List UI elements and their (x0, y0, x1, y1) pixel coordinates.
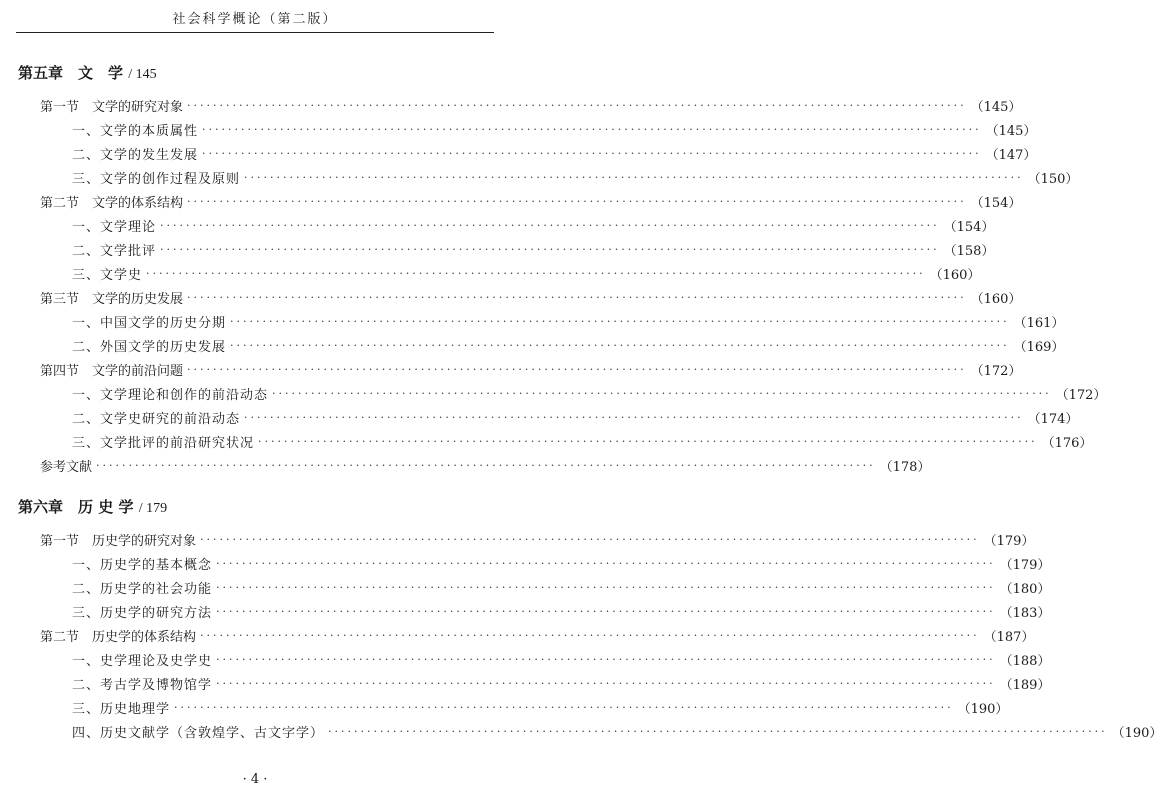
dot-leader: ························································································································ (230, 314, 1010, 328)
chapter-title: 第五章 文 学 (18, 64, 124, 82)
toc-entry-page: （176） (1041, 435, 1093, 451)
toc-entry[interactable] (0, 261, 981, 285)
toc-entry[interactable] (0, 551, 1051, 575)
toc-entry-page: （145） (985, 123, 1037, 139)
toc-entry-label: 二、外国文学的历史发展 (72, 339, 227, 355)
dot-leader: ························································································································ (202, 122, 982, 136)
dot-leader: ························································································································ (258, 434, 1038, 448)
toc-entry-page: （161） (1013, 315, 1065, 331)
toc-entry-page: （154） (943, 219, 995, 235)
toc-entry[interactable] (0, 647, 1051, 671)
toc-entry-page: （172） (970, 363, 1022, 379)
toc-entry-label: 一、文学理论 (72, 219, 157, 235)
toc-entry-page: （190） (957, 701, 1009, 717)
toc-entry[interactable] (0, 165, 1079, 189)
toc-entry-page: （179） (999, 557, 1051, 573)
running-header: 社会科学概论（第二版） (16, 10, 494, 33)
toc-entry-page: （174） (1027, 411, 1079, 427)
dot-leader: ························································································································ (230, 338, 1010, 352)
toc-entry[interactable] (0, 429, 1093, 453)
dot-leader: ························································································································ (216, 652, 996, 666)
toc-entry-label: 三、历史地理学 (72, 701, 171, 717)
toc-entry[interactable] (0, 285, 1022, 309)
toc-entry[interactable] (0, 189, 1022, 213)
toc-entry-label: 第二节 文学的体系结构 (40, 195, 184, 211)
toc-entry-page: （150） (1027, 171, 1079, 187)
toc-entry-label: 二、历史学的社会功能 (72, 581, 213, 597)
dot-leader: ························································································································ (187, 362, 967, 376)
toc-entry[interactable] (0, 141, 1037, 165)
dot-leader: ························································································································ (146, 266, 926, 280)
chapter-title: 第六章 历 史 学 (18, 498, 134, 516)
toc-entry-label: 第二节 历史学的体系结构 (40, 629, 197, 645)
dot-leader: ························································································································ (200, 628, 980, 642)
toc-entry-label: 二、考古学及博物馆学 (72, 677, 213, 693)
toc-entry[interactable] (0, 309, 1065, 333)
toc-entry-page: （179） (983, 533, 1035, 549)
dot-leader: ························································································································ (328, 724, 1108, 738)
toc-entry-page: （190） (1111, 725, 1162, 741)
toc-entry-label: 一、文学理论和创作的前沿动态 (72, 387, 269, 403)
toc-entry-label: 二、文学史研究的前沿动态 (72, 411, 241, 427)
dot-leader: ························································································································ (216, 580, 996, 594)
dot-leader: ························································································································ (187, 194, 967, 208)
toc-entry-label: 一、中国文学的历史分期 (72, 315, 227, 331)
chapter-page: / 145 (128, 67, 157, 82)
chapter-heading[interactable] (18, 496, 167, 517)
toc-entry-label: 四、历史文献学（含敦煌学、古文字学） (72, 725, 325, 741)
toc-entry-label: 第一节 历史学的研究对象 (40, 533, 197, 549)
toc-entry[interactable] (0, 671, 1051, 695)
chapter-page: / 179 (138, 501, 168, 516)
toc-entry-page: （178） (879, 459, 931, 475)
toc-entry[interactable] (0, 213, 995, 237)
toc-entry-page: （160） (970, 291, 1022, 307)
dot-leader: ························································································································ (244, 170, 1024, 184)
toc-entry-label: 三、文学的创作过程及原则 (72, 171, 241, 187)
toc-entry[interactable] (0, 599, 1051, 623)
toc-entry-label: 二、文学的发生发展 (72, 147, 199, 163)
dot-leader: ························································································································ (216, 604, 996, 618)
toc-entry-page: （158） (943, 243, 995, 259)
toc-entry[interactable] (0, 575, 1051, 599)
toc-entry-page: （145） (970, 99, 1022, 115)
dot-leader: ························································································································ (174, 700, 954, 714)
toc-entry-page: （187） (983, 629, 1035, 645)
dot-leader: ························································································································ (244, 410, 1024, 424)
toc-entry-label: 一、文学的本质属性 (72, 123, 199, 139)
toc-entry[interactable] (0, 117, 1037, 141)
dot-leader: ························································································································ (160, 218, 940, 232)
toc-entry-page: （154） (970, 195, 1022, 211)
toc-entry-label: 参考文献 (40, 459, 93, 475)
toc-entry[interactable] (0, 381, 1107, 405)
dot-leader: ························································································································ (200, 532, 980, 546)
toc-entry-page: （147） (985, 147, 1037, 163)
toc-entry-label: 三、文学批评的前沿研究状况 (72, 435, 255, 451)
page-number: · 4 · (242, 772, 268, 787)
toc-entry[interactable] (0, 623, 1035, 647)
toc-entry-label: 第四节 文学的前沿问题 (40, 363, 184, 379)
toc-entry-page: （188） (999, 653, 1051, 669)
toc-entry-label: 一、历史学的基本概念 (72, 557, 213, 573)
toc-entry-page: （169） (1013, 339, 1065, 355)
dot-leader: ························································································································ (216, 556, 996, 570)
toc-entry[interactable] (0, 527, 1035, 551)
dot-leader: ························································································································ (160, 242, 940, 256)
toc-entry-page: （180） (999, 581, 1051, 597)
toc-entry-page: （160） (929, 267, 981, 283)
dot-leader: ························································································································ (202, 146, 982, 160)
toc-entry[interactable] (0, 719, 1162, 743)
toc-entry[interactable] (0, 237, 995, 261)
toc-entry[interactable] (0, 357, 1022, 381)
toc-entry-label: 三、文学史 (72, 267, 143, 283)
toc-entry-label: 第三节 文学的历史发展 (40, 291, 184, 307)
dot-leader: ························································································································ (272, 386, 1052, 400)
dot-leader: ························································································································ (216, 676, 996, 690)
toc-entry-label: 二、文学批评 (72, 243, 157, 259)
toc-entry[interactable] (0, 333, 1065, 357)
toc-entry-label: 三、历史学的研究方法 (72, 605, 213, 621)
toc-entry-page: （189） (999, 677, 1051, 693)
toc-entry-page: （183） (999, 605, 1051, 621)
toc-entry-page: （172） (1055, 387, 1107, 403)
toc-entry[interactable] (0, 695, 1009, 719)
toc-entry[interactable] (0, 93, 1022, 117)
dot-leader: ························································································································ (187, 290, 967, 304)
chapter-heading[interactable] (18, 62, 157, 83)
toc-entry-label: 第一节 文学的研究对象 (40, 99, 184, 115)
dot-leader: ························································································································ (96, 458, 876, 472)
toc-entry[interactable] (0, 453, 931, 477)
dot-leader: ························································································································ (187, 98, 967, 112)
toc-entry-label: 一、史学理论及史学史 (72, 653, 213, 669)
toc-entry[interactable] (0, 405, 1079, 429)
